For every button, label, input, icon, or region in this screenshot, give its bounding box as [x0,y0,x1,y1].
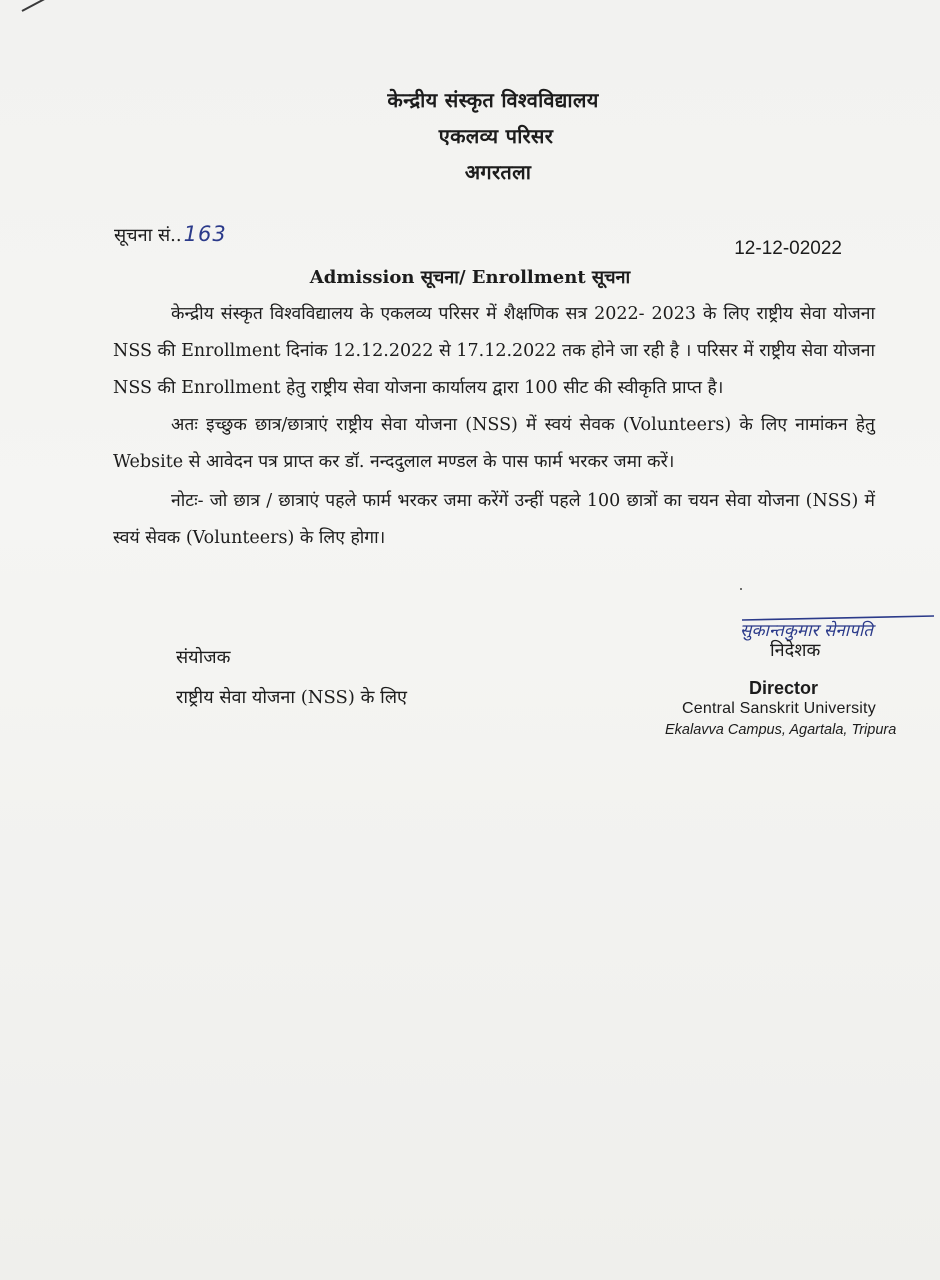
ink-speck [740,588,742,590]
paragraph-application: अतः इच्छुक छात्र/छात्राएं राष्ट्रीय सेवा योजना (NSS) में स्वयं सेवक (Volunteers) के लिए नामांकन हेतु Website से आवेदन पत्र प्राप्त कर डॉ. नन्ददुलाल मण्डल के पास फार्म भरकर जमा करें। [113,415,875,472]
campus-name: एकलव्य परिसर [438,124,554,148]
director-organization: Central Sanskrit University [682,700,876,717]
director-title: Director [749,678,819,698]
convener-subtitle: राष्ट्रीय सेवा योजना (NSS) के लिए [176,687,407,708]
convener-title: संयोजक [176,647,231,668]
director-signature [738,606,938,646]
convener-block [176,638,407,718]
reference-label: सूचना सं.. [114,225,182,246]
notice-body [113,296,875,557]
director-title-hindi: निदेशक [770,640,821,661]
reference-number: 163 [183,222,227,246]
notice-date: 12-12-02022 [734,238,842,259]
paragraph-note: नोटः- जो छात्र / छात्राएं पहले फार्म भरकर जमा करेंगें उन्हीं पहले 100 छात्रों का चयन सेवा योजना (NSS) में स्वयं सेवक (Volunteers) के लिए होगा। [113,491,875,548]
notice-reference [114,222,227,247]
signature-handwriting: सुकान्तकुमार सेनापति [740,621,873,641]
notice-subject: Admission सूचना/ Enrollment सूचना [309,267,631,288]
university-name: केन्द्रीय संस्कृत विश्वविद्यालय [387,88,599,112]
paragraph-enrollment: केन्द्रीय संस्कृत विश्वविद्यालय के एकलव्य परिसर में शैक्षणिक सत्र 2022- 2023 के लिए राष्ट्रीय सेवा योजना NSS की Enrollment दिनांक 12.12.2022 से 17.12.2022 तक होने जा रही है । परिसर में राष्ट्रीय सेवा योजना NSS की Enrollment हेतु राष्ट्रीय सेवा योजना कार्यालय द्वारा 100 सीट की स्वीकृति प्राप्त है। [113,304,875,398]
city-name: अगरतला [464,160,532,184]
pen-mark [22,0,58,12]
director-campus: Ekalavva Campus, Agartala, Tripura [665,722,897,738]
signature-headline [742,616,934,620]
